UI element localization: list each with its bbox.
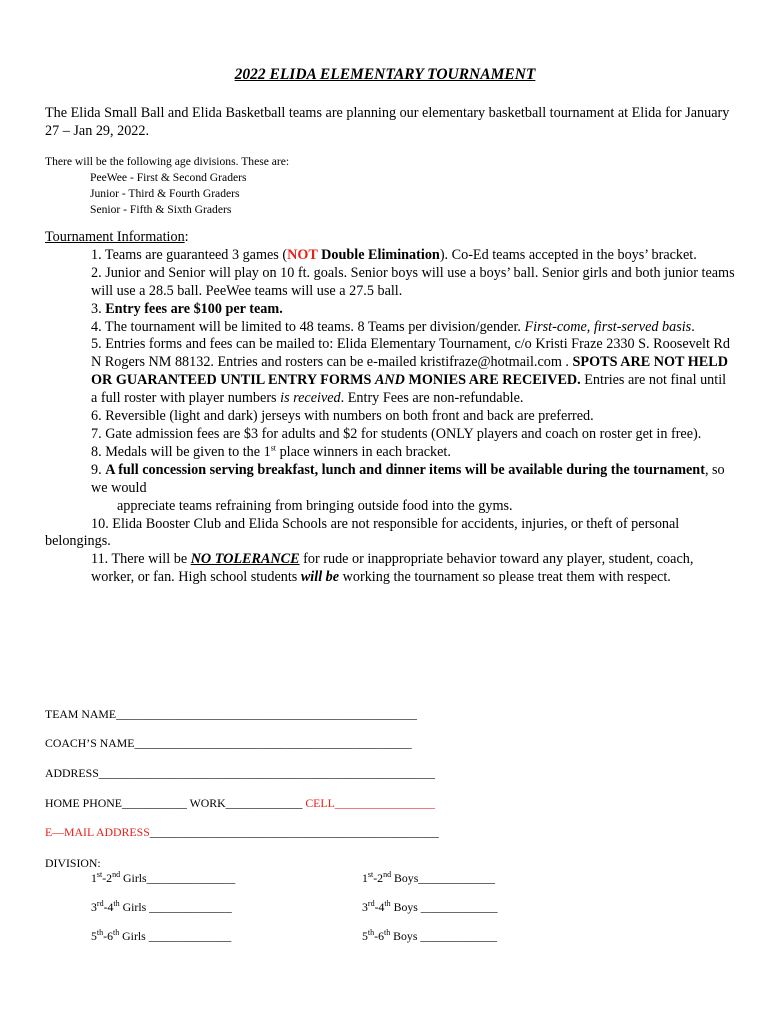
division-girls-3-4[interactable]: 3rd-4th Girls ______________ [91,899,232,914]
email-line[interactable]: _________________________________________________ [149,825,439,839]
not-emphasis: NOT [287,246,318,263]
age-division-senior: Senior - Fifth & Sixth Graders [90,203,232,216]
division-boys-1-2[interactable]: 1st-2nd Boys_____________ [362,870,495,885]
document-title: 2022 ELIDA ELEMENTARY TOURNAMENT [234,66,536,83]
tournament-information [45,229,735,587]
info-item-9-continued: appreciate teams refraining from bringing outside food into the gyms. [117,497,513,514]
info-item-2: 2. Junior and Senior will play on 10 ft. goals. Senior boys will use a boys’ ball. Senior girls and both junior teams will use a 28.5 ball. PeeWee teams will use a 27.5 ball. [91,264,735,299]
age-division-junior: Junior - Third & Fourth Graders [90,187,240,200]
division-boys-5-6[interactable]: 5th-6th Boys _____________ [362,928,498,943]
info-item-5: 5. Entries forms and fees can be mailed to: Elida Elementary Tournament, c/o Kristi Fraze 2330 S. Roosevelt Rd N Rogers NM 88132. Entries and rosters can be e-mailed kristifraze@hotmail.com . SPOTS ARE NOT HELD OR GUARANTEED UNTIL ENTRY FORMS AND MONIES ARE RECEIVED. Entries are not final until a full roster with player numbers is received. Entry Fees are non-refundable. [91,336,730,407]
info-item-6: 6. Reversible (light and dark) jerseys with numbers on both front and back are preferred. [91,408,594,425]
address-field[interactable]: ADDRESS_________________________________________________________ [45,766,435,780]
division-label: DIVISION: [45,856,101,870]
phone-fields [45,796,435,811]
info-item-11: 11. There will be NO TOLERANCE for rude or inappropriate behavior toward any player, student, coach, worker, or fan. High school students will be working the tournament so please treat them with respect. [91,551,694,586]
info-item-1: 1. Teams are guaranteed 3 games (NOT Double Elimination). Co-Ed teams accepted in the boys’ bracket. [91,246,697,263]
intro-paragraph: The Elida Small Ball and Elida Basketball teams are planning our elementary basketball tournament at Elida for January 27 – Jan 29, 2022. [45,105,730,139]
info-item-9: 9. A full concession serving breakfast, lunch and dinner items will be available during the tournament, so we would [91,461,725,496]
info-heading-line: Tournament Information: [45,229,189,245]
coach-name-field[interactable]: COACH’S NAME_______________________________________________ [45,736,412,750]
division-boys-3-4[interactable]: 3rd-4th Boys _____________ [362,899,498,914]
cell-phone-field[interactable]: CELL_________________ [305,796,436,810]
age-division-peewee: PeeWee - First & Second Graders [90,171,247,184]
info-item-10-continued: belongings. [45,533,111,550]
age-divisions [45,154,289,218]
home-work-phone-field[interactable]: HOME PHONE___________ WORK_____________ [45,796,306,810]
no-tolerance-emphasis: NO TOLERANCE [190,551,300,568]
info-item-7: 7. Gate admission fees are $3 for adults and $2 for students (ONLY players and coach on roster get in free). [91,425,702,442]
info-item-10: 10. Elida Booster Club and Elida Schools are not responsible for accidents, injuries, or theft of personal [91,515,680,532]
division-girls-1-2[interactable]: 1st-2nd Girls_______________ [91,870,236,885]
info-item-3: 3. Entry fees are $100 per team. [91,300,283,317]
info-item-8: 8. Medals will be given to the 1st place winners in each bracket. [91,443,451,460]
info-heading: Tournament Information [45,229,185,245]
info-item-4: 4. The tournament will be limited to 48 teams. 8 Teams per division/gender. First-come, first-served basis. [91,318,695,335]
email-field[interactable] [45,825,439,840]
division-girls-5-6[interactable]: 5th-6th Girls ______________ [91,928,232,943]
age-divisions-heading: There will be the following age divisions. These are: [45,155,290,168]
email-label: E—MAIL ADDRESS [45,825,150,839]
team-name-field[interactable]: TEAM NAME___________________________________________________ [45,707,417,721]
